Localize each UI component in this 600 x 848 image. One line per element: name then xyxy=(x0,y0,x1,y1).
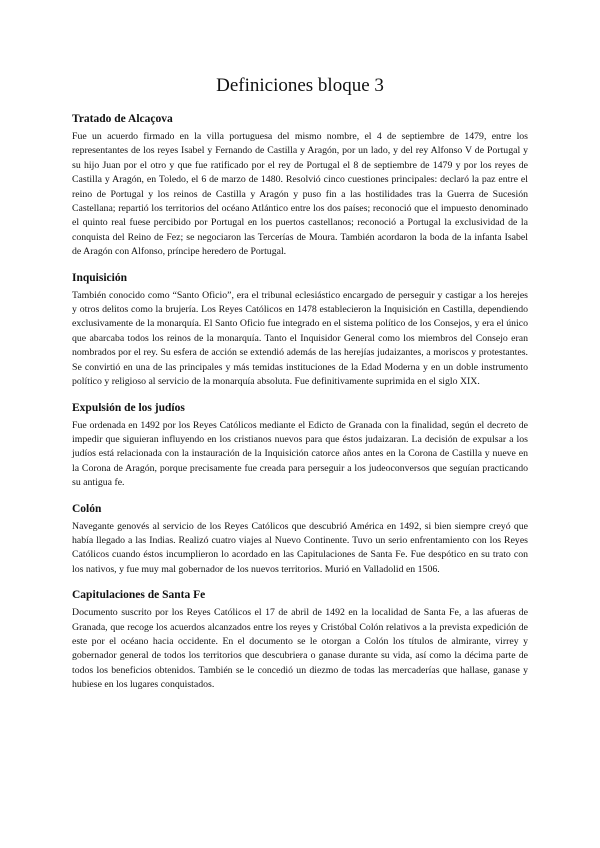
section-capitulaciones-de-santa-fe xyxy=(72,588,528,692)
section-heading: Colón xyxy=(72,502,102,515)
section-heading: Inquisición xyxy=(72,271,127,284)
section-colon xyxy=(72,502,528,578)
section-body: También conocido como “Santo Oficio”, era el tribunal eclesiástico encargado de perseguir y castigar a los herejes y otros delitos como la brujería. Los Reyes Católicos en 1478 establecieron la Inquisición en Castilla, dependiendo exclusivamente de la monarquía. El Santo Oficio fue integrado en el sistema político de los Consejos, y era el único que abarcaba todos los reinos de la monarquía. Tanto el Inquisidor General como los miembros del Consejo eran nombrados por el rey. Su esfera de acción se extendió además de las herejías judaizantes, a moriscos y protestantes. Se convirtió en una de las principales y más temidas instituciones de la Edad Moderna y en un doble instrumento político y religioso al servicio de la monarquía absoluta. Fue definitivamente suprimida en el siglo XIX. xyxy=(72,289,528,388)
section-heading: Capitulaciones de Santa Fe xyxy=(72,589,206,602)
section-body: Navegante genovés al servicio de los Reyes Católicos que descubrió América en 1492, si bien siempre creyó que había llegado a las Indias. Realizó cuatro viajes al Nuevo Continente. Tuvo un serio enfrentamiento con los Reyes Católicos cuando éstos incumplieron lo acordado en las Capitulaciones de Santa Fe. Fue despótico en su trato con los nativos, y fue muy mal gobernador de los nuevos territorios. Murió en Valladolid en 1506. xyxy=(72,520,528,575)
page-title: Definiciones bloque 3 xyxy=(216,75,384,96)
section-expulsion-de-los-judios xyxy=(72,401,528,491)
section-body: Fue un acuerdo firmado en la villa portuguesa del mismo nombre, el 4 de septiembre de 1479, entre los representantes de los reyes Isabel y Fernando de Castilla y Aragón, por un lado, y del rey Alfonso V de Portugal y su hijo Juan por el otro y que fue ratificado por el rey de Portugal el 8 de septiembre de 1479 y por los reyes de Castilla y Aragón, en Toledo, el 6 de marzo de 1480. Resolvió cinco cuestiones principales: declaró la paz entre el reino de Portugal y los reinos de Castilla y Aragón y puso fin a las hostilidades tras la Guerra de Sucesión Castellana; repartió los territorios del océano Atlántico entre los dos países; reconoció que el impuesto denominado el quinto real fuese percibido por Portugal en los puertos castellanos; reconoció a Portugal la exclusividad de la conquista del Reino de Fez; se negociaron las Tercerías de Moura. También acordaron la boda de la infanta Isabel de Aragón con Alfonso, príncipe heredero de Portugal. xyxy=(72,131,528,258)
section-body: Fue ordenada en 1492 por los Reyes Católicos mediante el Edicto de Granada con la finalidad, según el decreto de impedir que siguieran influyendo en los cristianos nuevos para que éstos judaizaran. La decisión de expulsar a los judíos está relacionada con la instauración de la Inquisición catorce años antes en la Corona de Castilla y nueve en la Corona de Aragón, porque precisamente fue creada para perseguir a los judeoconversos que seguían practicando su antigua fe. xyxy=(72,419,528,489)
section-heading: Expulsión de los judíos xyxy=(72,401,185,414)
section-inquisicion xyxy=(72,271,528,390)
section-tratado-de-alcacova xyxy=(72,112,528,260)
section-heading: Tratado de Alcaçova xyxy=(72,113,173,125)
section-body: Documento suscrito por los Reyes Católicos el 17 de abril de 1492 en la localidad de Santa Fe, a las afueras de Granada, que recoge los acuerdos alcanzados entre los reyes y Cristóbal Colón relativos a la prevista expedición de este por el océano hacia occidente. En el documento se le otorgan a Colón los títulos de almirante, virrey y gobernador general de todos los territorios que descubriera o ganase durante su vida, así como la décima parte de todos los beneficios obtenidos. También se le concedió un diezmo de todas las mercaderías que hallase, ganase y hubiese en los lugares conquistados. xyxy=(72,607,528,691)
document-page xyxy=(72,74,528,704)
